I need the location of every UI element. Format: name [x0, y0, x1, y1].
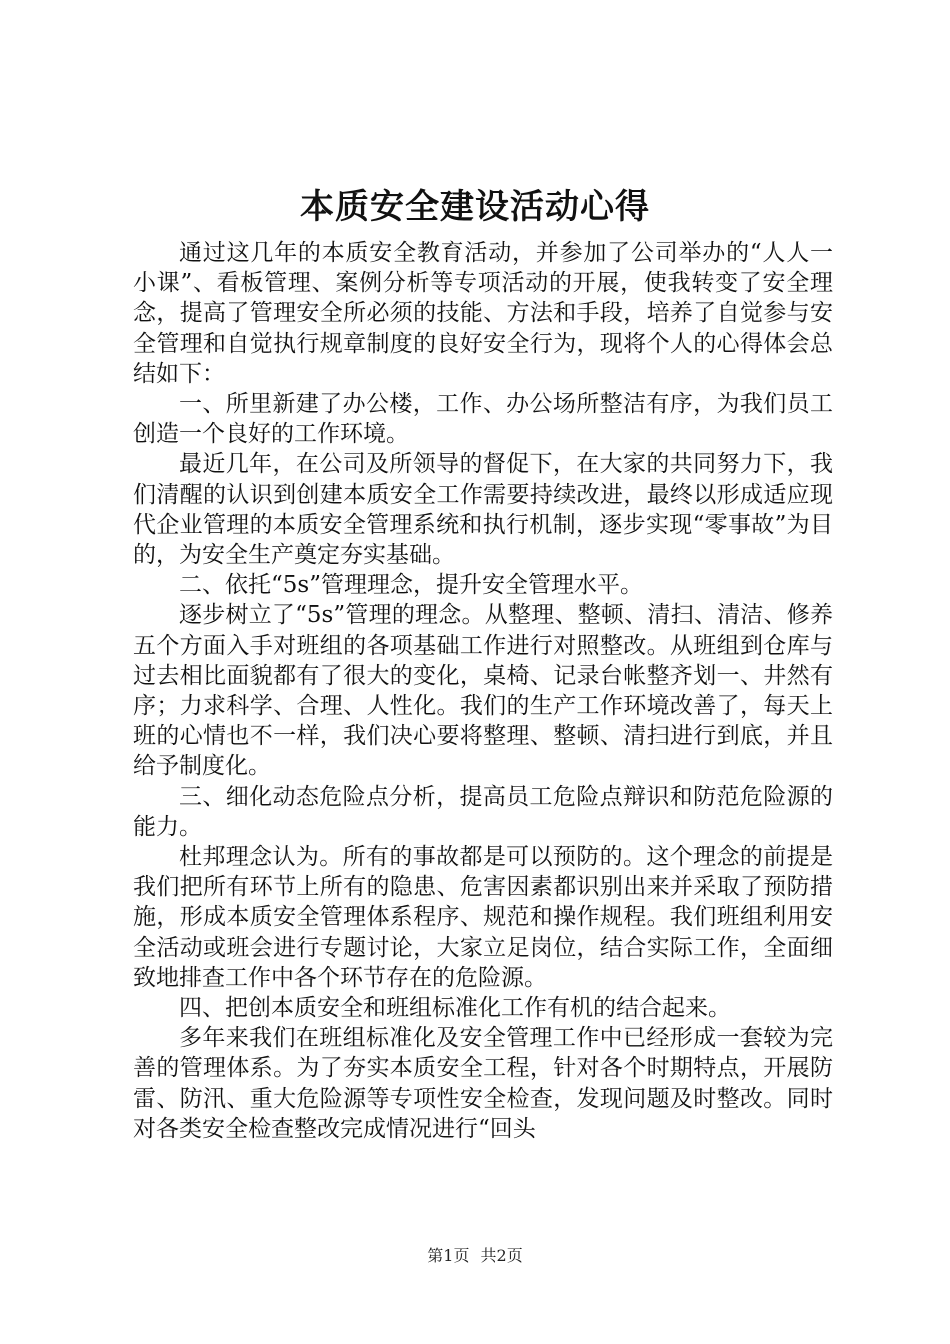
document-body	[133, 238, 833, 1144]
document-title: 本质安全建设活动心得	[300, 187, 650, 227]
page-number-current: 第1页	[427, 1246, 470, 1265]
paragraph-heading-4: 四、把创本质安全和班组标准化工作有机的结合起来。	[179, 995, 731, 1022]
paragraph-intro: 通过这几年的本质安全教育活动，并参加了公司举办的“人人一小课”、看板管理、案例分析等专项活动的开展，使我转变了安全理念，提高了管理安全所必须的技能、方法和手段，培养了自觉参与安全管理和自觉执行规章制度的良好安全行为，现将个人的心得体会总结如下：	[133, 240, 833, 387]
paragraph-body-2: 逐步树立了“5s”管理的理念。从整理、整顿、清扫、清洁、修养五个方面入手对班组的各项基础工作进行对照整改。从班组到仓库与过去相比面貌都有了很大的变化，桌椅、记录台帐整齐划一、井然有序；力求科学、合理、人性化。我们的生产工作环境改善了，每天上班的心情也不一样，我们决心要将整理、整顿、清扫进行到底，并且给予制度化。	[133, 602, 833, 780]
paragraph-body-1: 最近几年，在公司及所领导的督促下，在大家的共同努力下，我们清醒的认识到创建本质安全工作需要持续改进，最终以形成适应现代企业管理的本质安全管理系统和执行机制，逐步实现“零事故”为目的，为安全生产奠定夯实基础。	[133, 451, 833, 569]
paragraph-heading-2: 二、依托“5s”管理理念，提升安全管理水平。	[179, 572, 643, 599]
paragraph-heading-3: 三、细化动态危险点分析，提高员工危险点辩识和防范危险源的能力。	[133, 783, 833, 840]
page-footer	[0, 1245, 950, 1267]
paragraph-body-3: 杜邦理念认为。所有的事故都是可以预防的。这个理念的前提是我们把所有环节上所有的隐患、危害因素都识别出来并采取了预防措施，形成本质安全管理体系程序、规范和操作规程。我们班组利用安全活动或班会进行专题讨论，大家立足岗位，结合实际工作，全面细致地排查工作中各个环节存在的危险源。	[133, 844, 833, 991]
page-number-total: 共2页	[480, 1246, 523, 1265]
paragraph-heading-1: 一、所里新建了办公楼，工作、办公场所整洁有序，为我们员工创造一个良好的工作环境。	[133, 391, 833, 448]
paragraph-body-4: 多年来我们在班组标准化及安全管理工作中已经形成一套较为完善的管理体系。为了夯实本质安全工程，针对各个时期特点，开展防雷、防汛、重大危险源等专项性安全检查，发现问题及时整改。同时对各类安全检查整改完成情况进行“回头	[133, 1025, 833, 1142]
